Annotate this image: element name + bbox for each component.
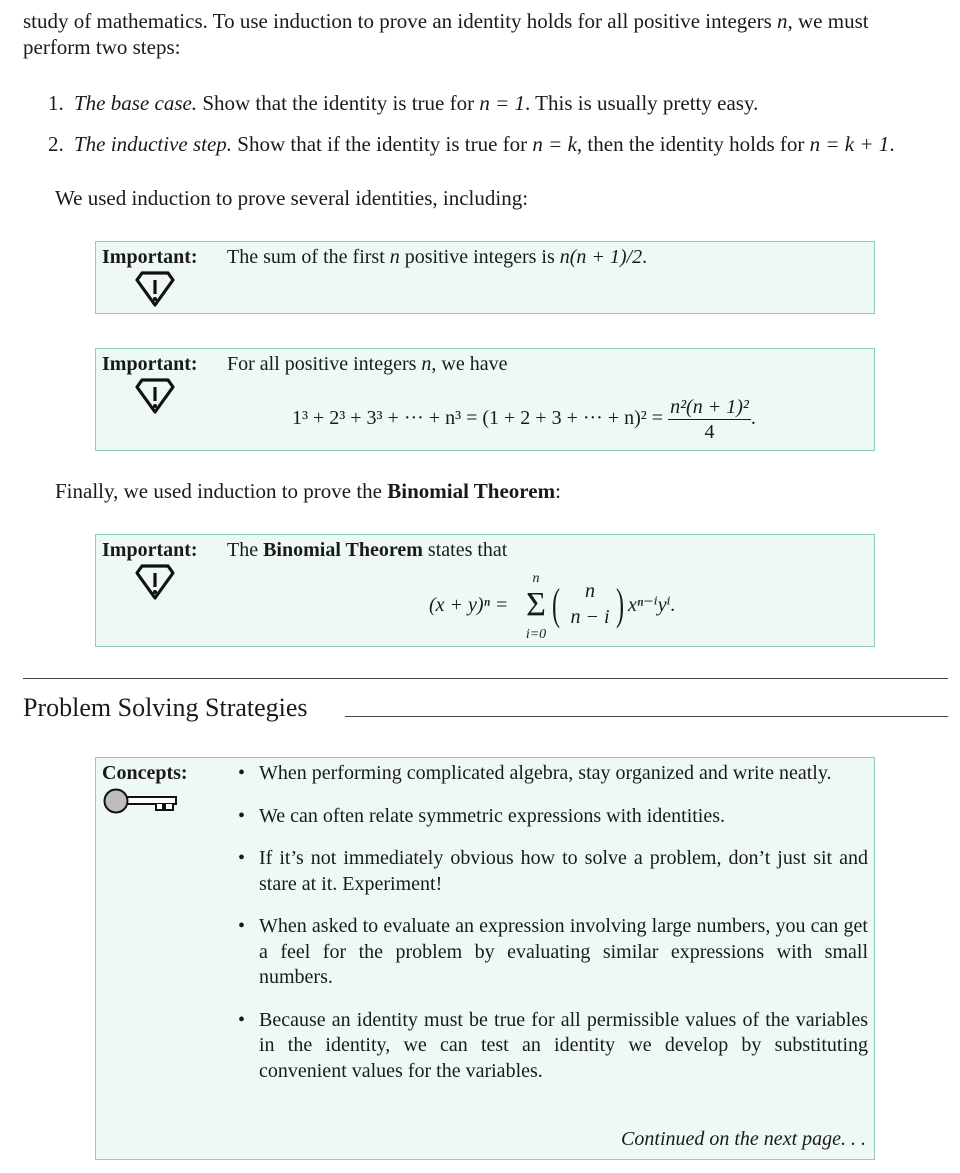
section-divider <box>23 678 948 679</box>
binomial-intro: Finally, we used induction to prove the Binomial Theorem: <box>55 479 561 503</box>
concepts-label: Concepts: <box>102 762 188 784</box>
binom-top: n <box>585 580 595 602</box>
warning-icon <box>134 270 176 308</box>
box-text: For all positive integers n, we have <box>227 353 508 375</box>
concept-item: • Because an identity must be true for all permissible values of the variables in the identity, we can test an identity we develop by substituting convenient values for the variables. <box>236 1008 868 1085</box>
binom-left-paren: ( <box>552 580 561 629</box>
concept-item: • If it’s not immediately obvious how to solve a problem, don’t just sit and stare at it. Experiment! <box>236 846 868 897</box>
step-base-case: 1. The base case. Show that the identity is true for n = 1. This is usually pretty easy. <box>48 91 759 115</box>
sigma-symbol: Σ <box>526 586 546 623</box>
intro-line-1: study of mathematics. To use induction to prove an identity holds for all positive integers n, we must <box>23 9 869 33</box>
binomial-lhs: (x + y)ⁿ = <box>429 594 509 616</box>
binom-bottom: n − i <box>570 606 610 628</box>
step-inductive: 2. The inductive step. Show that if the identity is true for n = k, then the identity holds for n = k + 1. <box>48 132 895 156</box>
box-text: The sum of the first n positive integers is n(n + 1)/2. <box>227 246 648 268</box>
box-text: The Binomial Theorem states that <box>227 539 508 561</box>
warning-icon <box>134 563 176 601</box>
continued-note: Continued on the next page. . . <box>621 1128 866 1150</box>
box-label: Important: <box>102 246 198 268</box>
key-icon <box>102 788 180 814</box>
concepts-box <box>95 757 875 1160</box>
identities-intro: We used induction to prove several identities, including: <box>55 186 529 210</box>
important-box-sum <box>95 241 875 314</box>
sum-upper-limit: n <box>532 571 540 586</box>
concept-item: • When asked to evaluate an expression involving large numbers, you can get a feel for the problem by evaluating similar expressions with small numbers. <box>236 914 868 991</box>
important-box-binomial <box>95 534 875 647</box>
intro-line-2: perform two steps: <box>23 35 181 59</box>
concept-item: • We can often relate symmetric expressions with identities. <box>236 804 868 830</box>
heading-rule <box>345 716 948 717</box>
box-label: Important: <box>102 353 198 375</box>
box-label: Important: <box>102 539 198 561</box>
concept-item: • When performing complicated algebra, stay organized and write neatly. <box>236 761 868 787</box>
concepts-list <box>236 761 868 1101</box>
section-heading: Problem Solving Strategies <box>23 693 308 722</box>
formula-fraction: $\frac{\text{n²(n + 1)²}}{4}$ <box>670 396 749 443</box>
binomial-rhs: xⁿ⁻ⁱyⁱ. <box>628 594 676 616</box>
sum-lower-limit: i=0 <box>525 627 547 642</box>
warning-icon <box>134 377 176 415</box>
cubes-formula: 1³ + 2³ + 3³ + ··· + n³ = (1 + 2 + 3 + ··· + n)² = $\frac{\text{n²(n + 1)²}}{4}$ . <box>292 396 756 443</box>
important-box-cubes <box>95 348 875 451</box>
binom-right-paren: ) <box>616 580 625 629</box>
intro-paragraph <box>23 8 948 60</box>
